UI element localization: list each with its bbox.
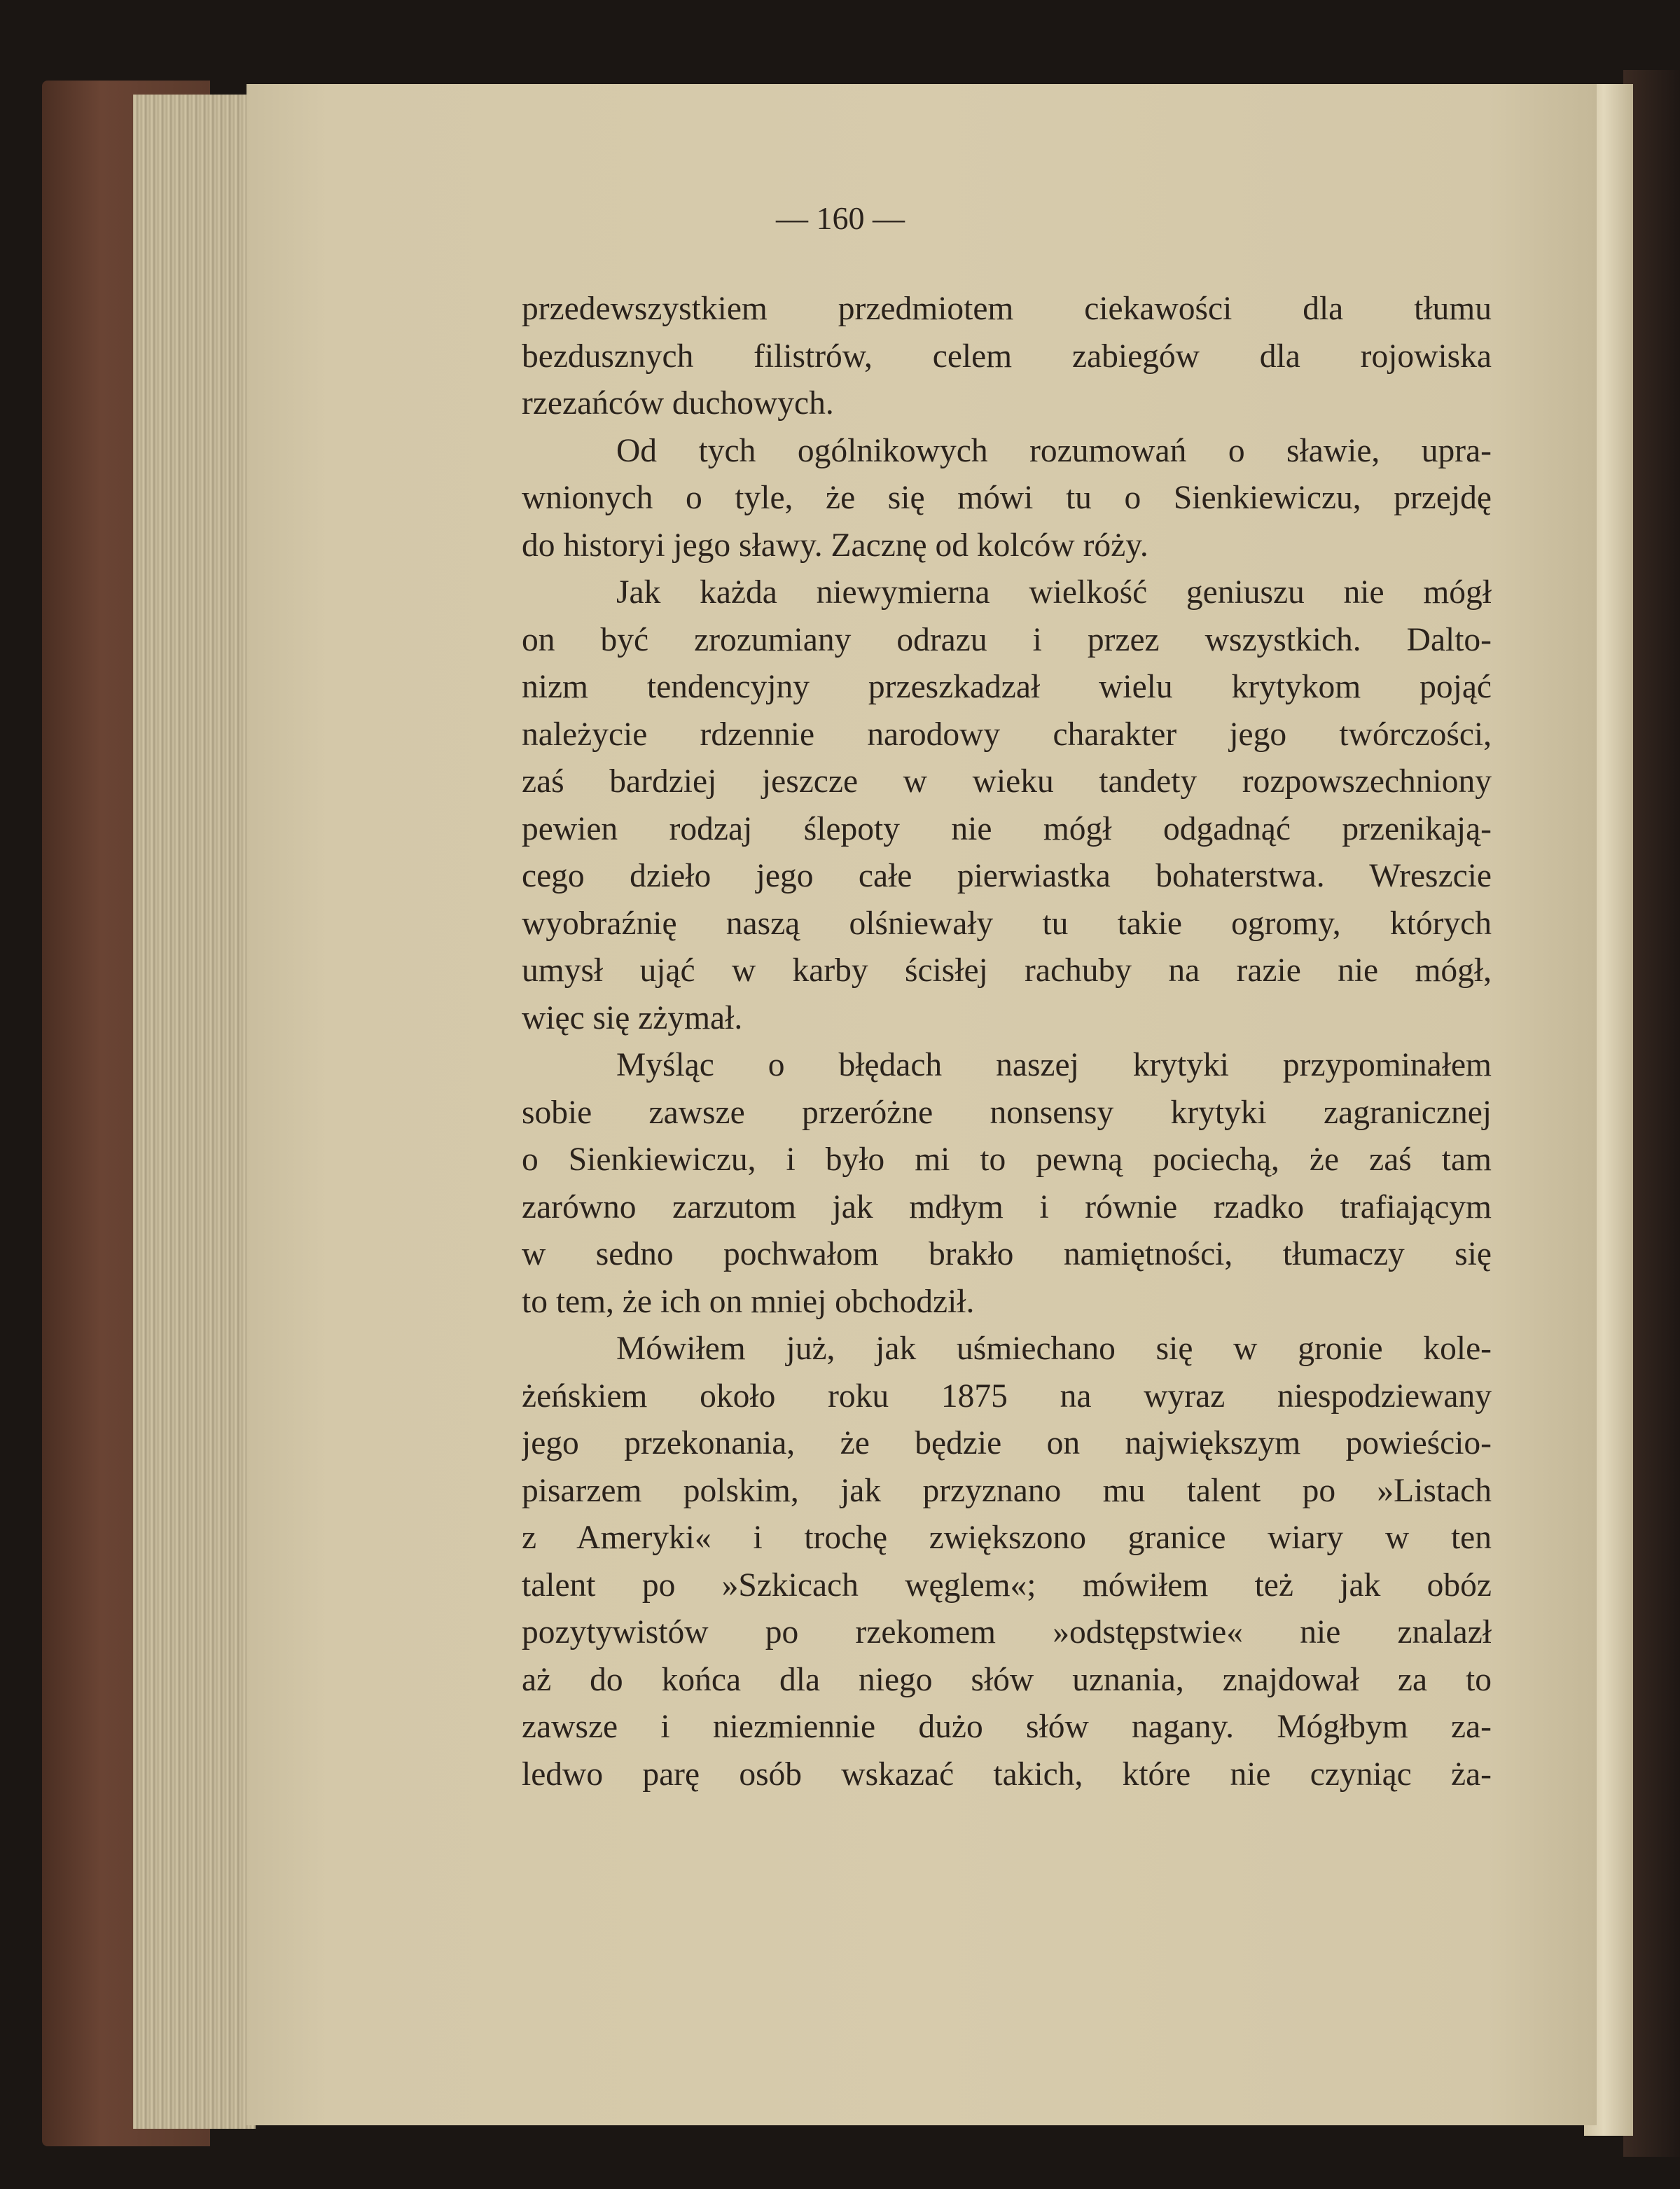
text-line: umysł ująć w karby ścisłej rachuby na razie nie mógł, xyxy=(522,952,1492,989)
text-line: więc się zżymał. xyxy=(522,999,743,1036)
text-line: Myśląc o błędach naszej krytyki przypominałem xyxy=(616,1047,1492,1083)
text-line: pewien rodzaj ślepoty nie mógł odgadnąć przenikają- xyxy=(522,810,1492,847)
text-line: talent po »Szkicach węglem«; mówiłem też jak obóz xyxy=(522,1566,1492,1604)
text-line: zaś bardziej jeszcze w wieku tandety rozpowszechniony xyxy=(522,763,1492,800)
text-line: bezdusznych filistrów, celem zabiegów dla rojowiska xyxy=(522,338,1492,375)
text-line: ledwo parę osób wskazać takich, które nie czyniąc ża- xyxy=(522,1756,1492,1793)
text-line: aż do końca dla niego słów uznania, znajdował za to xyxy=(522,1661,1492,1698)
text-line: pozytywistów po rzekomem »odstępstwie« nie znalazł xyxy=(522,1614,1492,1651)
text-line: przedewszystkiem przedmiotem ciekawości dla tłumu xyxy=(522,291,1492,327)
body-text xyxy=(522,286,1492,1798)
text-line: rzezańców duchowych. xyxy=(522,385,834,422)
text-line: żeńskiem około roku 1875 na wyraz niespodziewany xyxy=(522,1377,1492,1415)
text-line: Od tych ogólnikowych rozumowań o sławie, upra- xyxy=(616,432,1492,469)
page-edges xyxy=(133,95,256,2129)
text-line: Mówiłem już, jak uśmiechano się w gronie kole- xyxy=(616,1330,1492,1367)
text-line: cego dzieło jego całe pierwiastka bohaterstwa. Wreszcie xyxy=(522,858,1492,894)
text-line: w sedno pochwałom brakło namiętności, tłumaczy się xyxy=(522,1236,1492,1272)
text-line: zawsze i niezmiennie dużo słów nagany. Mógłbym za- xyxy=(522,1709,1492,1745)
text-line: należycie rdzennie narodowy charakter jego twórczości, xyxy=(522,716,1492,753)
text-line: zarówno zarzutom jak mdłym i równie rzadko trafiającym xyxy=(522,1188,1492,1225)
text-line: o Sienkiewiczu, i było mi to pewną pociechą, że zaś tam xyxy=(522,1141,1492,1178)
text-line: wyobraźnię naszą olśniewały tu takie ogromy, których xyxy=(522,905,1492,942)
text-line: pisarzem polskim, jak przyznano mu talent po »Listach xyxy=(522,1472,1492,1509)
text-line: z Ameryki« i trochę zwiększono granice wiary w ten xyxy=(522,1520,1492,1556)
text-line: Jak każda niewymierna wielkość geniuszu nie mógł xyxy=(616,574,1492,611)
text-line: to tem, że ich on mniej obchodził. xyxy=(522,1283,975,1320)
text-line: wnionych o tyle, że się mówi tu o Sienkiewiczu, przejdę xyxy=(522,480,1492,516)
text-line: nizm tendencyjny przeszkadzał wielu krytykom pojąć xyxy=(522,669,1492,705)
page-number-header: — 160 — xyxy=(776,200,905,236)
text-line: jego przekonania, że będzie on największym powieścio- xyxy=(522,1425,1492,1461)
text-line: sobie zawsze przeróżne nonsensy krytyki zagranicznej xyxy=(522,1094,1492,1131)
text-line: do historyi jego sławy. Zacznę od kolców róży. xyxy=(522,527,1148,564)
text-line: on być zrozumiany odrazu i przez wszystkich. Dalto- xyxy=(522,621,1492,658)
